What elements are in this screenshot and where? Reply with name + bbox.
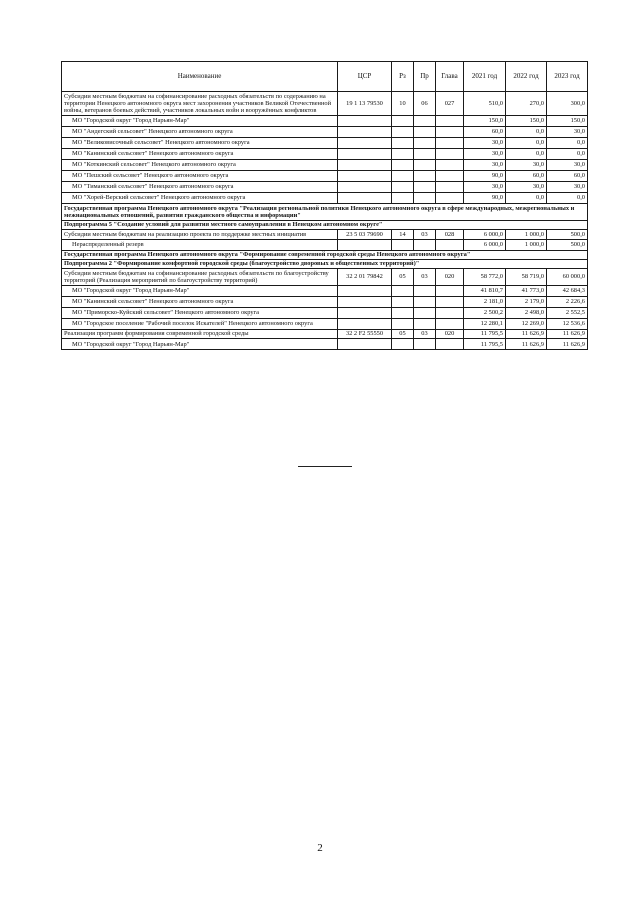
row-name: Нераспределенный резерв <box>62 239 338 250</box>
row-name: Субсидии местным бюджетам на реализацию проекта по поддержке местных инициатив <box>62 230 338 239</box>
cell-y2021: 12 280,1 <box>464 318 506 329</box>
cell-y2021: 58 772,0 <box>464 269 506 286</box>
sub-row <box>62 171 588 182</box>
cell-rz: 10 <box>392 92 414 116</box>
row-name: МО "Городское поселение "Рабочий поселок Искателей" Ненецкого автономного округа <box>62 318 338 329</box>
cell-y2023: 500,0 <box>547 239 588 250</box>
cell-pr <box>414 318 436 329</box>
cell-y2023: 150,0 <box>547 116 588 127</box>
cell-y2023: 11 626,9 <box>547 339 588 350</box>
cell-pr: 06 <box>414 92 436 116</box>
cell-y2023: 42 684,3 <box>547 285 588 296</box>
table-body <box>62 92 588 350</box>
cell-rz <box>392 127 414 138</box>
cell-y2023: 30,0 <box>547 127 588 138</box>
cell-glava: 020 <box>436 269 464 286</box>
cell-csr <box>338 138 392 149</box>
col-header-name: Наименование <box>62 62 338 92</box>
cell-pr <box>414 182 436 193</box>
cell-rz <box>392 285 414 296</box>
cell-y2021: 6 000,0 <box>464 230 506 239</box>
row-name: Субсидии местным бюджетам на софинансирование расходных обязательств по содержанию на территории Ненецкого автономного округа мест захоронения участников Великой Отечественной войны, ветеранов боевых действий, участников локальных войн и вооружённых конфликтов <box>62 92 338 116</box>
sub-row <box>62 296 588 307</box>
cell-y2021: 11 795,5 <box>464 329 506 338</box>
cell-csr: 32 2 01 79842 <box>338 269 392 286</box>
cell-y2022: 30,0 <box>506 182 547 193</box>
cell-rz <box>392 171 414 182</box>
page-number: 2 <box>317 842 323 854</box>
cell-glava: 028 <box>436 230 464 239</box>
budget-table <box>61 61 588 350</box>
cell-glava: 027 <box>436 92 464 116</box>
table-row <box>62 329 588 338</box>
cell-y2023: 300,0 <box>547 92 588 116</box>
cell-y2021: 2 500,2 <box>464 307 506 318</box>
cell-rz <box>392 339 414 350</box>
row-name: МО "Пешский сельсовет" Ненецкого автономного округа <box>62 171 338 182</box>
cell-y2022: 150,0 <box>506 116 547 127</box>
cell-y2022: 0,0 <box>506 127 547 138</box>
row-name: МО "Коткинский сельсовет" Ненецкого автономного округа <box>62 160 338 171</box>
cell-glava <box>436 239 464 250</box>
cell-y2022: 11 626,9 <box>506 339 547 350</box>
cell-csr <box>338 193 392 204</box>
cell-y2022: 60,0 <box>506 171 547 182</box>
cell-glava <box>436 193 464 204</box>
cell-y2023: 500,0 <box>547 230 588 239</box>
row-name: МО "Хорей-Верский сельсовет" Ненецкого автономного округа <box>62 193 338 204</box>
cell-glava <box>436 138 464 149</box>
cell-csr <box>338 285 392 296</box>
cell-csr <box>338 182 392 193</box>
section-row <box>62 204 588 221</box>
row-name: Реализация программ формирования современной городской среды <box>62 329 338 338</box>
cell-rz <box>392 307 414 318</box>
cell-csr <box>338 296 392 307</box>
cell-rz <box>392 296 414 307</box>
sub-row <box>62 116 588 127</box>
sub-row <box>62 182 588 193</box>
row-name: Подпрограмма 2 "Формирование комфортной городской среды (благоустройство дворовых и общественных территорий)" <box>62 259 588 268</box>
sub-row <box>62 339 588 350</box>
col-header-glava: Глава <box>436 62 464 92</box>
cell-glava <box>436 171 464 182</box>
row-name: МО "Великовисочный сельсовет" Ненецкого автономного округа <box>62 138 338 149</box>
cell-csr <box>338 127 392 138</box>
cell-csr <box>338 239 392 250</box>
section-row <box>62 259 588 268</box>
cell-pr: 03 <box>414 230 436 239</box>
cell-y2021: 30,0 <box>464 182 506 193</box>
cell-rz <box>392 160 414 171</box>
cell-y2021: 30,0 <box>464 138 506 149</box>
cell-pr <box>414 285 436 296</box>
cell-y2021: 30,0 <box>464 160 506 171</box>
cell-y2023: 2 552,5 <box>547 307 588 318</box>
cell-csr <box>338 307 392 318</box>
col-header-2022: 2022 год <box>506 62 547 92</box>
cell-y2022: 0,0 <box>506 149 547 160</box>
cell-csr: 19 1 13 79530 <box>338 92 392 116</box>
cell-pr <box>414 149 436 160</box>
cell-y2022: 12 269,0 <box>506 318 547 329</box>
cell-y2022: 1 000,0 <box>506 239 547 250</box>
col-header-pr: Пр <box>414 62 436 92</box>
cell-glava <box>436 296 464 307</box>
cell-csr <box>338 149 392 160</box>
cell-csr: 32 2 F2 55550 <box>338 329 392 338</box>
cell-glava <box>436 285 464 296</box>
cell-glava <box>436 339 464 350</box>
cell-y2021: 30,0 <box>464 149 506 160</box>
cell-csr: 23 5 03 79690 <box>338 230 392 239</box>
cell-rz: 14 <box>392 230 414 239</box>
cell-y2023: 2 226,6 <box>547 296 588 307</box>
cell-csr <box>338 116 392 127</box>
cell-rz <box>392 193 414 204</box>
row-name: МО "Приморско-Куйский сельсовет" Ненецкого автономного округа <box>62 307 338 318</box>
cell-y2023: 30,0 <box>547 160 588 171</box>
sub-row <box>62 127 588 138</box>
cell-y2023: 60,0 <box>547 171 588 182</box>
cell-y2023: 12 536,6 <box>547 318 588 329</box>
cell-csr <box>338 339 392 350</box>
cell-pr <box>414 339 436 350</box>
cell-rz <box>392 116 414 127</box>
cell-y2021: 11 795,5 <box>464 339 506 350</box>
cell-y2023: 11 626,9 <box>547 329 588 338</box>
row-name: МО "Тиманский сельсовет" Ненецкого автономного округа <box>62 182 338 193</box>
cell-csr <box>338 160 392 171</box>
cell-y2023: 0,0 <box>547 193 588 204</box>
cell-y2022: 2 498,0 <box>506 307 547 318</box>
cell-pr <box>414 171 436 182</box>
cell-y2022: 11 626,9 <box>506 329 547 338</box>
cell-rz <box>392 149 414 160</box>
section-row <box>62 220 588 229</box>
table-row <box>62 230 588 239</box>
cell-pr <box>414 116 436 127</box>
cell-y2021: 60,0 <box>464 127 506 138</box>
sub-row <box>62 193 588 204</box>
cell-y2022: 41 773,0 <box>506 285 547 296</box>
cell-y2023: 30,0 <box>547 182 588 193</box>
cell-y2021: 90,0 <box>464 171 506 182</box>
cell-glava <box>436 318 464 329</box>
cell-y2023: 60 000,0 <box>547 269 588 286</box>
col-header-csr: ЦСР <box>338 62 392 92</box>
end-rule <box>298 466 352 467</box>
cell-y2022: 1 000,0 <box>506 230 547 239</box>
cell-rz <box>392 239 414 250</box>
cell-glava <box>436 160 464 171</box>
col-header-rz: Рз <box>392 62 414 92</box>
sub-row <box>62 149 588 160</box>
cell-y2022: 2 179,0 <box>506 296 547 307</box>
cell-y2022: 30,0 <box>506 160 547 171</box>
cell-rz <box>392 318 414 329</box>
col-header-2021: 2021 год <box>464 62 506 92</box>
cell-rz <box>392 138 414 149</box>
cell-glava <box>436 307 464 318</box>
section-row <box>62 250 588 259</box>
cell-y2021: 90,0 <box>464 193 506 204</box>
col-header-2023: 2023 год <box>547 62 588 92</box>
cell-csr <box>338 171 392 182</box>
cell-y2022: 0,0 <box>506 138 547 149</box>
cell-y2022: 270,0 <box>506 92 547 116</box>
row-name: МО "Андегский сельсовет" Ненецкого автономного округа <box>62 127 338 138</box>
row-name: МО "Канинский сельсовет" Ненецкого автономного округа <box>62 149 338 160</box>
cell-y2021: 41 810,7 <box>464 285 506 296</box>
cell-pr <box>414 160 436 171</box>
sub-row <box>62 138 588 149</box>
table-row <box>62 269 588 286</box>
cell-pr <box>414 138 436 149</box>
cell-y2023: 0,0 <box>547 149 588 160</box>
row-name: Подпрограмма 5 "Создание условий для развития местного самоуправления в Ненецком автономном округе" <box>62 220 588 229</box>
cell-y2022: 58 719,0 <box>506 269 547 286</box>
cell-pr <box>414 307 436 318</box>
cell-pr <box>414 193 436 204</box>
table-header-row <box>62 62 588 92</box>
cell-glava: 020 <box>436 329 464 338</box>
sub-row <box>62 318 588 329</box>
sub-row <box>62 160 588 171</box>
cell-glava <box>436 116 464 127</box>
cell-rz: 05 <box>392 269 414 286</box>
cell-pr: 03 <box>414 329 436 338</box>
row-name: МО "Городской округ "Город Нарьян-Мар" <box>62 285 338 296</box>
sub-row <box>62 239 588 250</box>
cell-y2021: 150,0 <box>464 116 506 127</box>
row-name: МО "Городской округ "Город Нарьян-Мар" <box>62 116 338 127</box>
row-name: Субсидии местным бюджетам на софинансирование расходных обязательств по благоустройству территорий (Реализация мероприятий по благоустройству территорий) <box>62 269 338 286</box>
cell-csr <box>338 318 392 329</box>
cell-rz <box>392 182 414 193</box>
cell-pr: 03 <box>414 269 436 286</box>
sub-row <box>62 285 588 296</box>
row-name: Государственная программа Ненецкого автономного округа "Формирование современной городской среды Ненецкого автономного округа" <box>62 250 588 259</box>
cell-glava <box>436 149 464 160</box>
cell-glava <box>436 182 464 193</box>
sub-row <box>62 307 588 318</box>
cell-y2023: 0,0 <box>547 138 588 149</box>
cell-y2022: 0,0 <box>506 193 547 204</box>
row-name: МО "Канинский сельсовет" Ненецкого автономного округа <box>62 296 338 307</box>
cell-y2021: 510,0 <box>464 92 506 116</box>
table-row <box>62 92 588 116</box>
cell-pr <box>414 296 436 307</box>
cell-pr <box>414 127 436 138</box>
row-name: МО "Городской округ "Город Нарьян-Мар" <box>62 339 338 350</box>
row-name: Государственная программа Ненецкого автономного округа "Реализация региональной политики Ненецкого автономного округа в сфере международных, межрегиональных и межнациональных отношений, развития гражданского общества и информации" <box>62 204 588 221</box>
cell-rz: 05 <box>392 329 414 338</box>
cell-y2021: 6 000,0 <box>464 239 506 250</box>
cell-pr <box>414 239 436 250</box>
cell-glava <box>436 127 464 138</box>
cell-y2021: 2 181,0 <box>464 296 506 307</box>
